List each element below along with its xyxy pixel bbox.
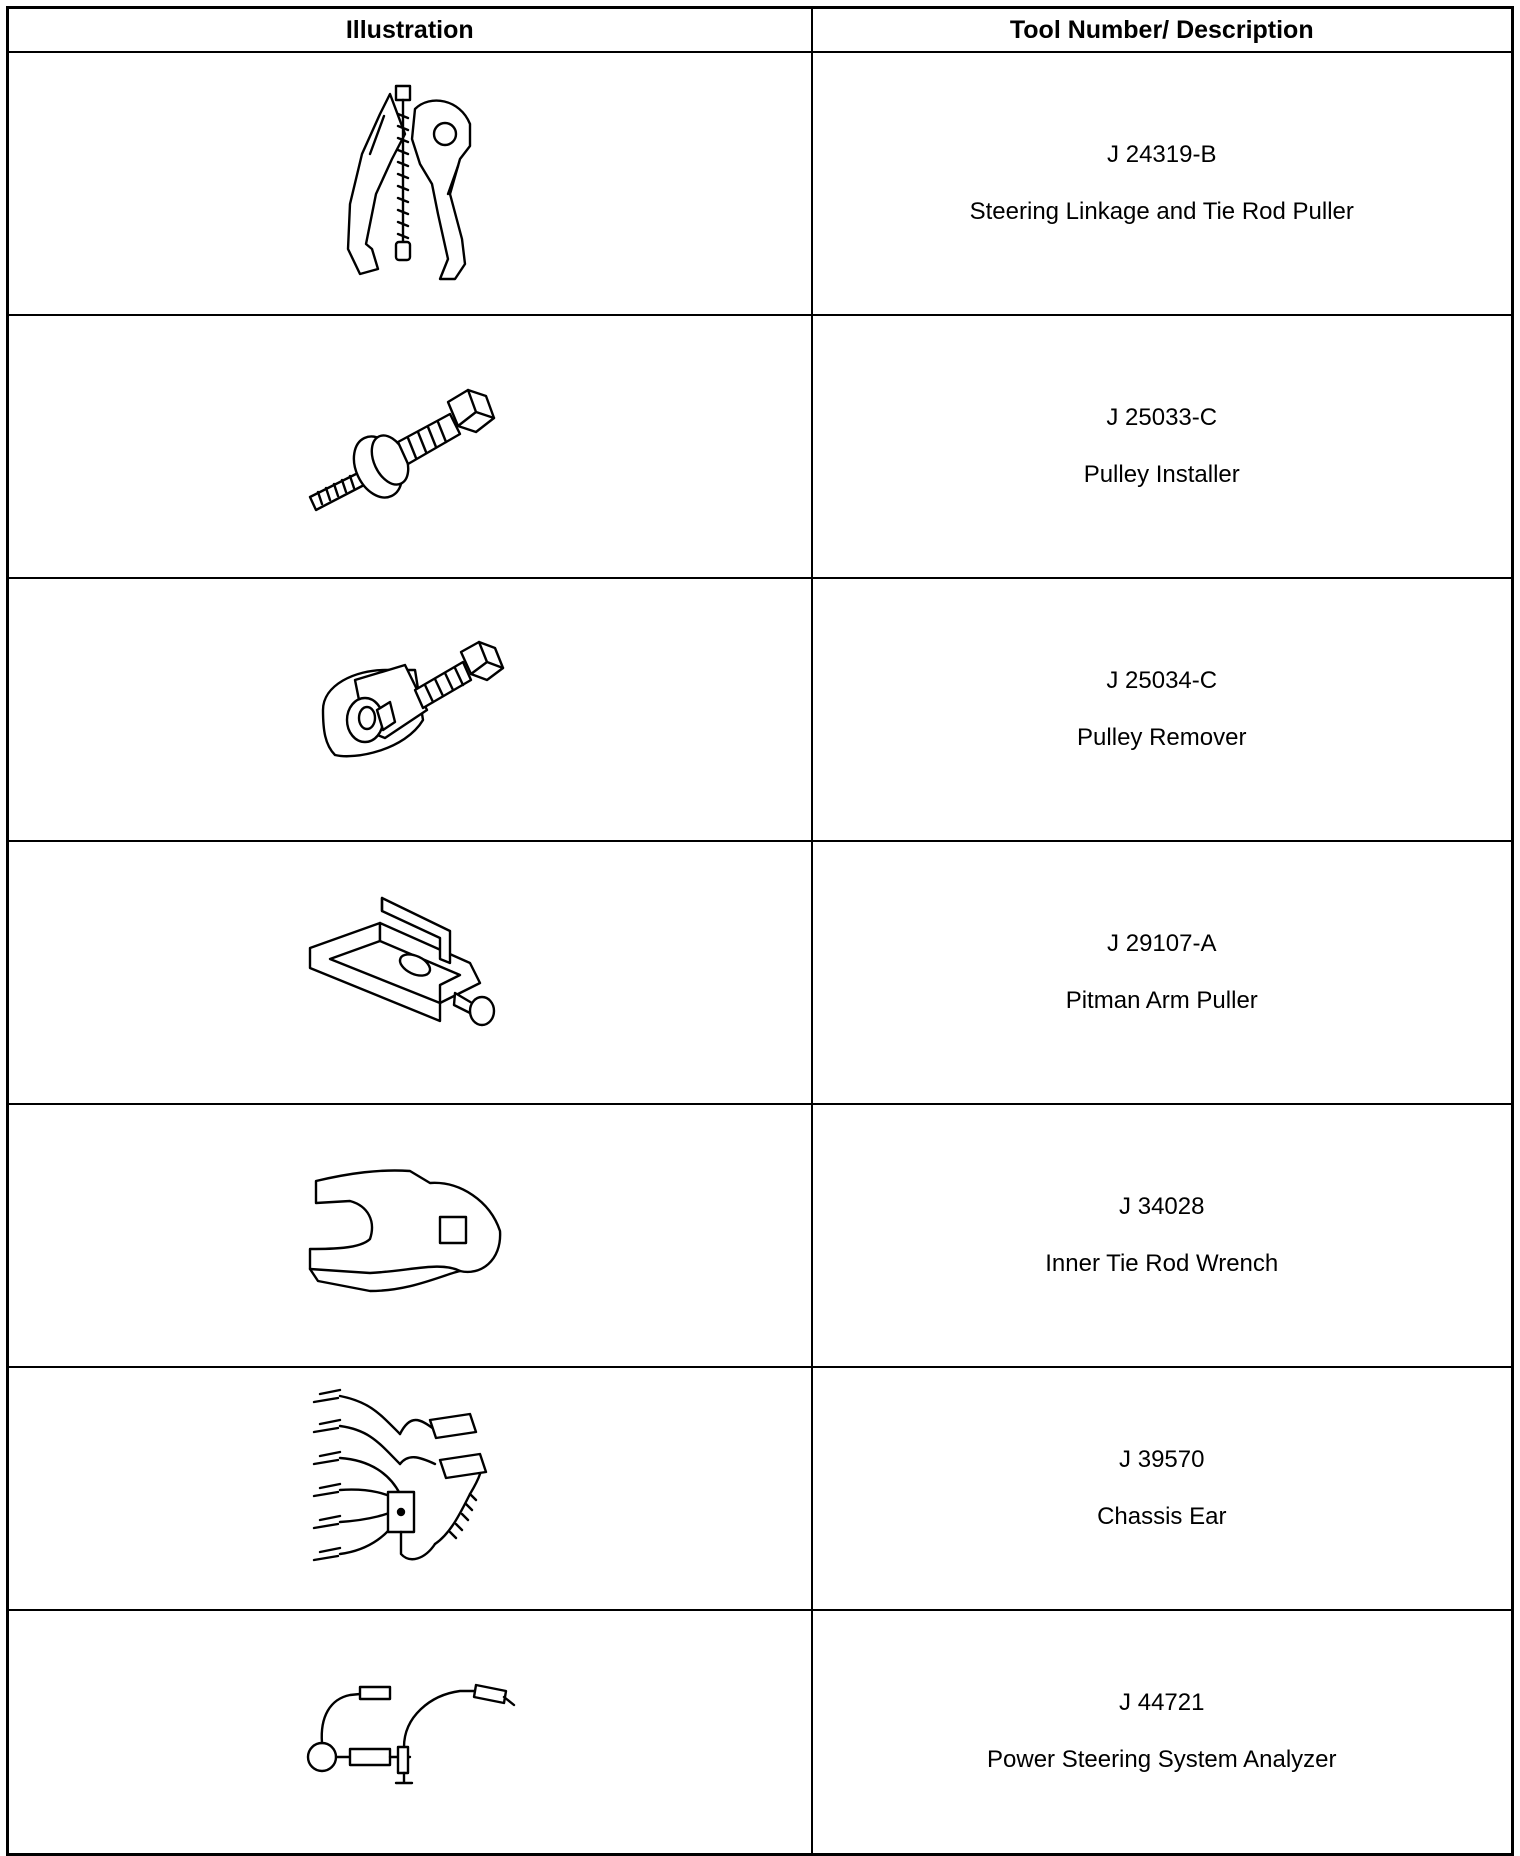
tool-description: Pulley Remover [1077, 723, 1247, 751]
tool-description: Steering Linkage and Tie Rod Puller [969, 197, 1354, 225]
pulley-remover-icon [295, 630, 525, 790]
tool-number: J 24319-B [1107, 140, 1217, 168]
tool-description: Power Steering System Analyzer [987, 1745, 1337, 1773]
table-row [8, 1367, 1513, 1610]
table-row [8, 841, 1513, 1104]
inner-tie-rod-wrench-icon [290, 1161, 530, 1311]
illustration-cell [8, 578, 812, 841]
tool-description: Pulley Installer [1083, 460, 1240, 488]
table-header-row [8, 8, 1513, 53]
table-row [8, 578, 1513, 841]
illustration-cell [8, 841, 812, 1104]
tool-number: J 25033-C [1106, 403, 1218, 431]
tool-number: J 39570 [1119, 1445, 1205, 1473]
tie-rod-puller-icon [320, 74, 500, 294]
description-cell [812, 315, 1513, 578]
tool-description: Pitman Arm Puller [1065, 986, 1258, 1014]
table-row [8, 1104, 1513, 1367]
illustration-cell [8, 52, 812, 315]
description-cell [812, 1610, 1513, 1854]
pulley-installer-icon [290, 372, 530, 522]
pitman-arm-puller-icon [290, 893, 530, 1053]
table-row [8, 52, 1513, 315]
table-row [8, 1610, 1513, 1854]
header-illustration: Illustration [8, 8, 812, 53]
description-cell [812, 1104, 1513, 1367]
illustration-cell [8, 1104, 812, 1367]
description-cell [812, 1367, 1513, 1610]
description-cell [812, 841, 1513, 1104]
header-description: Tool Number/ Description [812, 8, 1513, 53]
chassis-ear-icon [300, 1384, 520, 1594]
special-tools-table [6, 6, 1514, 1856]
tool-number: J 34028 [1119, 1192, 1205, 1220]
description-cell [812, 578, 1513, 841]
illustration-cell [8, 315, 812, 578]
tool-number: J 44721 [1119, 1688, 1205, 1716]
power-steering-analyzer-icon [300, 1677, 520, 1787]
illustration-cell [8, 1367, 812, 1610]
tool-number: J 29107-A [1107, 929, 1217, 957]
description-cell [812, 52, 1513, 315]
tool-description: Chassis Ear [1097, 1502, 1227, 1530]
illustration-cell [8, 1610, 812, 1854]
tool-description: Inner Tie Rod Wrench [1045, 1249, 1279, 1277]
table-row [8, 315, 1513, 578]
tool-number: J 25034-C [1106, 666, 1218, 694]
